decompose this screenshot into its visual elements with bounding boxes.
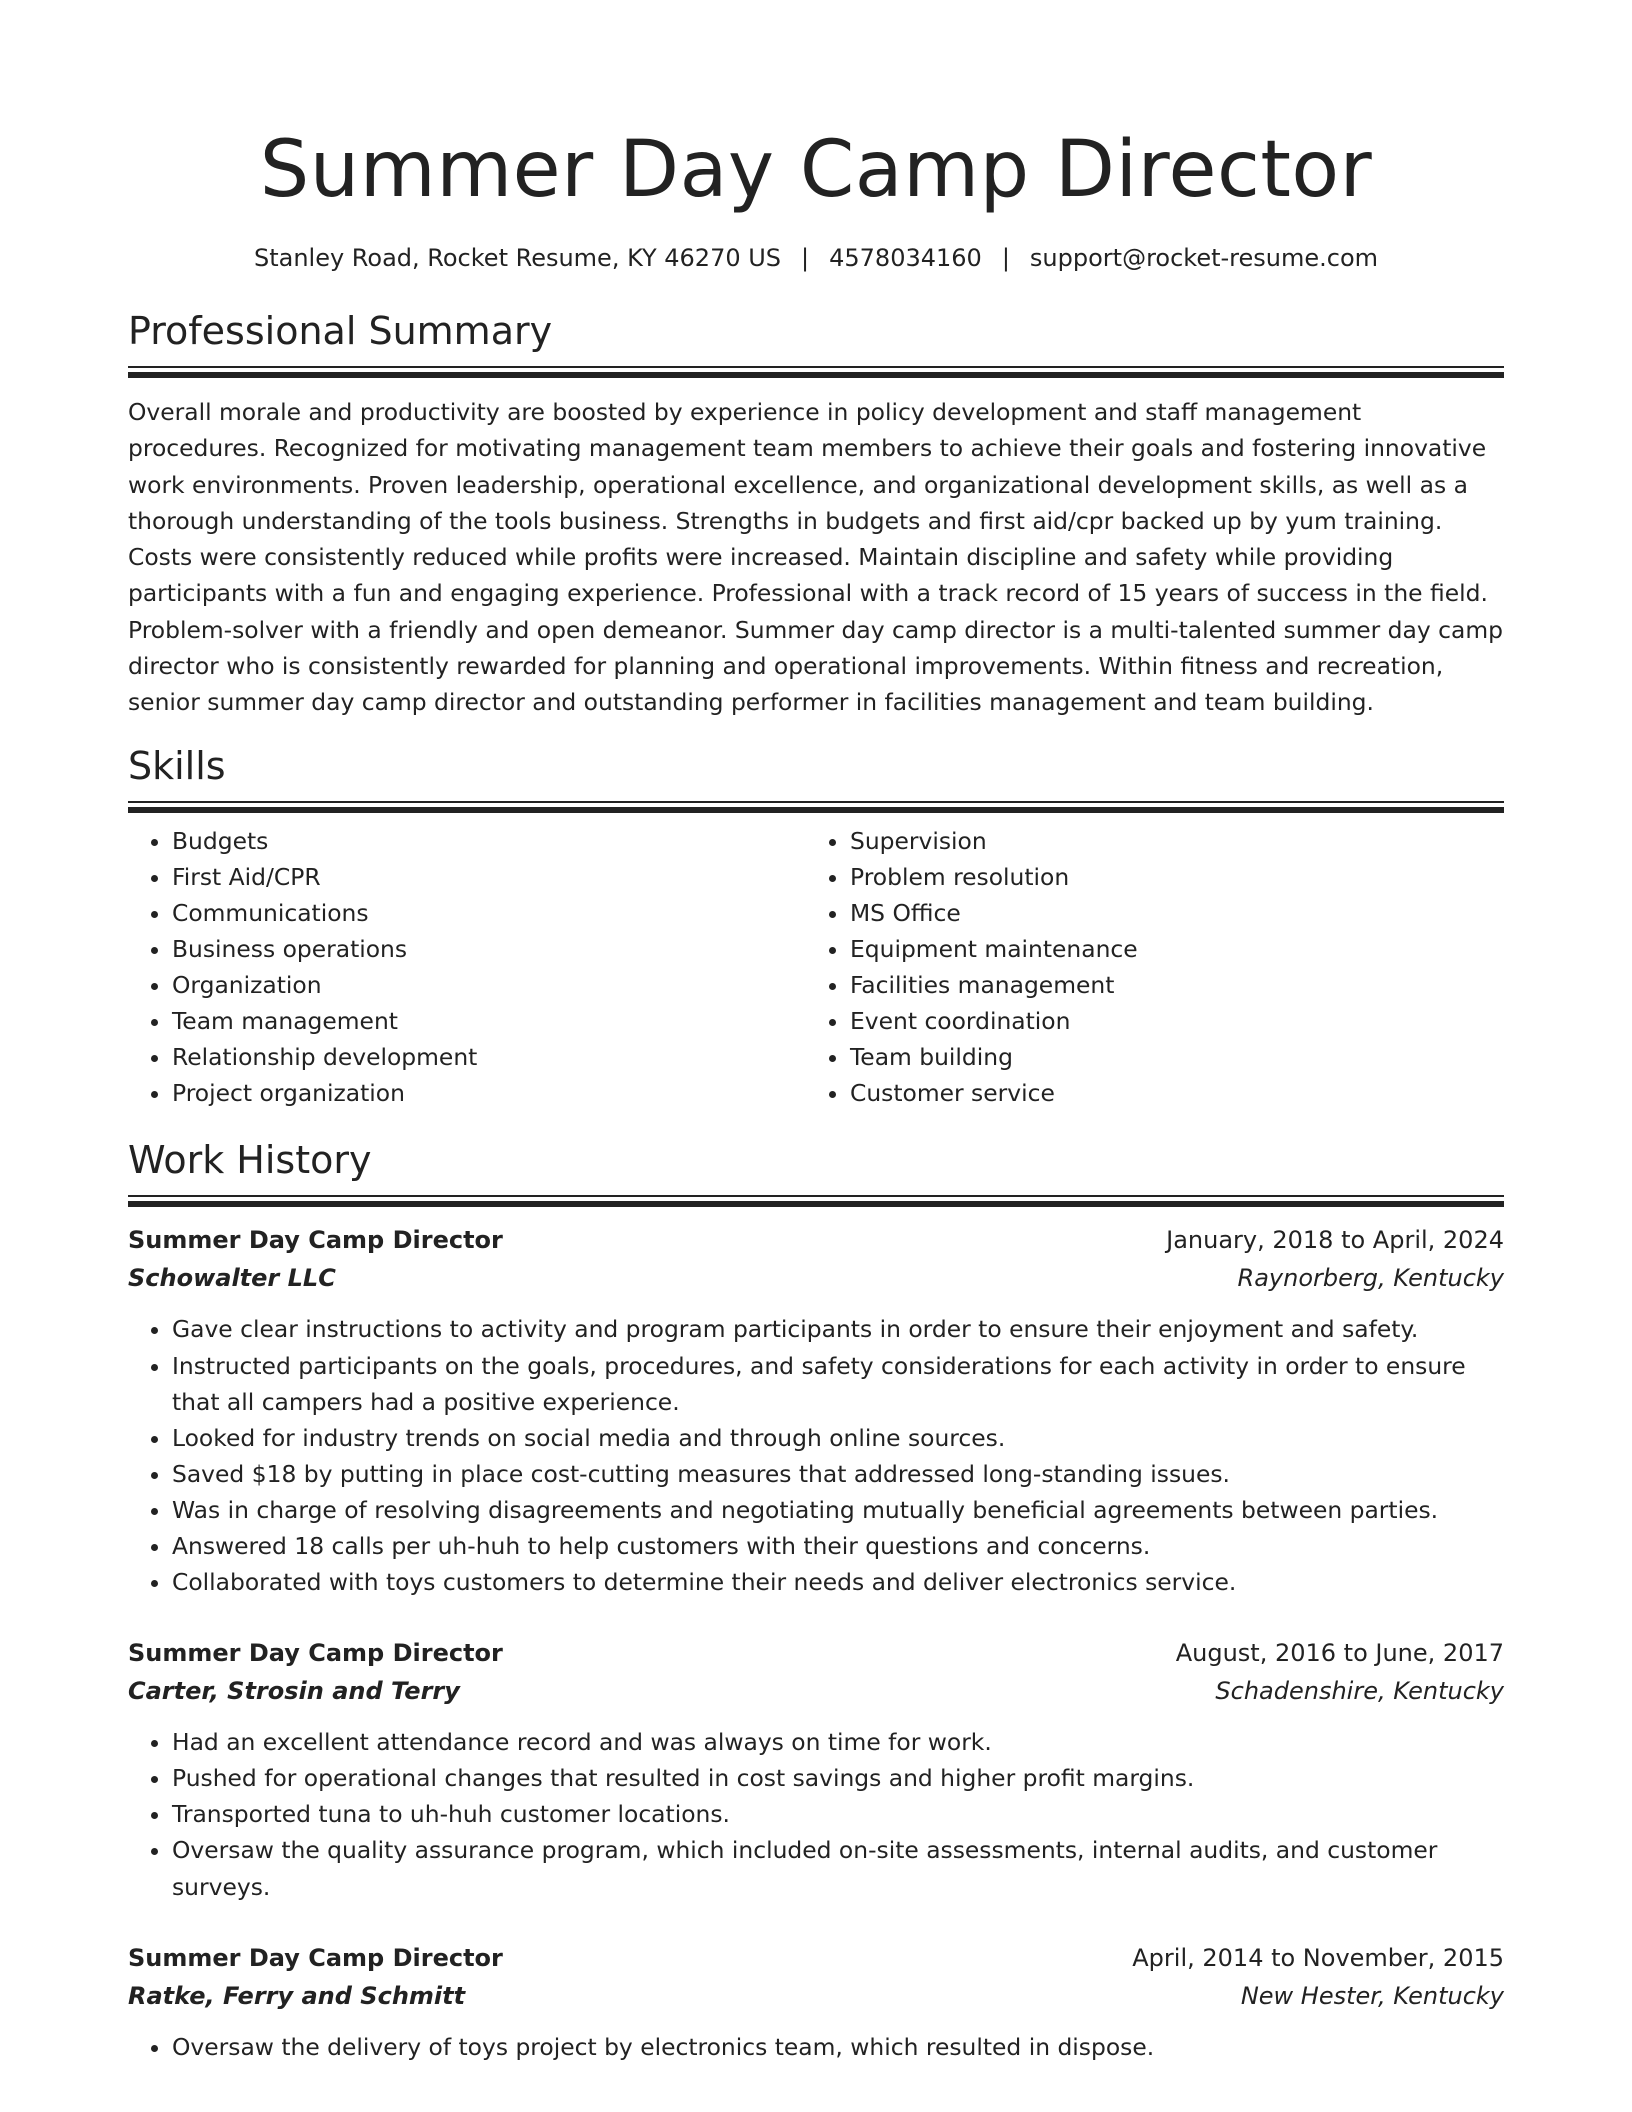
contact-separator: | bbox=[1001, 244, 1010, 272]
job-bullet: • Transported tuna to uh-huh customer locations. bbox=[172, 1796, 1504, 1832]
skill-item: • Equipment maintenance bbox=[850, 931, 1484, 967]
job-bullet: • Looked for industry trends on social media and through online sources. bbox=[172, 1420, 1504, 1456]
job-dates: April, 2014 to November, 2015 bbox=[1132, 1943, 1504, 1972]
section-divider bbox=[128, 366, 1504, 378]
job-bullet: • Had an excellent attendance record and was always on time for work. bbox=[172, 1724, 1504, 1760]
skill-item: • Event coordination bbox=[850, 1003, 1484, 1039]
contact-address: Stanley Road, Rocket Resume, KY 46270 US bbox=[253, 244, 782, 272]
summary-heading: Professional Summary bbox=[128, 309, 553, 353]
skills-list-left bbox=[128, 823, 806, 1112]
contact-separator: | bbox=[801, 244, 810, 272]
job-company: Schowalter LLC bbox=[128, 1264, 336, 1293]
skill-item: • Project organization bbox=[172, 1075, 806, 1111]
summary-section bbox=[128, 308, 1504, 721]
resume-page bbox=[128, 0, 1504, 2065]
job-bullets bbox=[128, 1311, 1504, 1600]
skill-item: • First Aid/CPR bbox=[172, 859, 806, 895]
skill-item: • Team management bbox=[172, 1003, 806, 1039]
job-bullets bbox=[128, 1724, 1504, 1904]
skill-item: • Organization bbox=[172, 967, 806, 1003]
skill-item: • Problem resolution bbox=[850, 859, 1484, 895]
skills-list-right bbox=[806, 823, 1484, 1112]
section-divider bbox=[128, 801, 1504, 813]
job-bullet: • Collaborated with toys customers to determine their needs and deliver electronics service. bbox=[172, 1564, 1504, 1600]
job-company: Ratke, Ferry and Schmitt bbox=[128, 1981, 466, 2010]
job-bullet: • Instructed participants on the goals, procedures, and safety considerations for each activity in order to ensure that all campers had a positive experience. bbox=[172, 1348, 1504, 1420]
section-divider bbox=[128, 1195, 1504, 1207]
skills-columns bbox=[128, 823, 1504, 1112]
skill-item: • Facilities management bbox=[850, 967, 1484, 1003]
job-entry bbox=[128, 1221, 1504, 1600]
job-bullet: • Answered 18 calls per uh-huh to help customers with their questions and concerns. bbox=[172, 1528, 1504, 1564]
summary-text: Overall morale and productivity are boosted by experience in policy development and staff management procedures. Recognized for motivating management team members to achieve their goals and fostering innovative work environments. Proven leadership, operational excellence, and organizational development skills, as well as a thorough understanding of the tools business. Strengths in budgets and first aid/cpr backed up by yum training. Costs were consistently reduced while profits were increased. Maintain discipline and safety while providing participants with a fun and engaging experience. Professional with a track record of 15 years of success in the field. Problem-solver with a friendly and open demeanor. Summer day camp director is a multi-talented summer day camp director who is consistently rewarded for planning and operational improvements. Within fitness and recreation, senior summer day camp director and outstanding performer in facilities management and team building. bbox=[128, 398, 1503, 717]
skills-heading: Skills bbox=[128, 743, 226, 788]
contact-phone: 4578034160 bbox=[829, 244, 982, 272]
work-history-heading: Work History bbox=[128, 1138, 372, 1183]
skill-item: • Customer service bbox=[850, 1075, 1484, 1111]
skill-item: • Communications bbox=[172, 895, 806, 931]
job-title: Summer Day Camp Director bbox=[128, 1226, 503, 1255]
skill-item: • Business operations bbox=[172, 931, 806, 967]
job-entry bbox=[128, 1939, 1504, 2065]
skills-section bbox=[128, 743, 1504, 1112]
job-location: Schadenshire, Kentucky bbox=[1215, 1677, 1504, 1706]
job-dates: January, 2018 to April, 2024 bbox=[1166, 1226, 1504, 1255]
job-bullet: • Was in charge of resolving disagreements and negotiating mutually beneficial agreements between parties. bbox=[172, 1492, 1504, 1528]
skill-item: • Team building bbox=[850, 1039, 1484, 1075]
job-bullets bbox=[128, 2029, 1504, 2065]
job-bullet: • Saved $18 by putting in place cost-cutting measures that addressed long-standing issues. bbox=[172, 1456, 1504, 1492]
skill-item: • MS Office bbox=[850, 895, 1484, 931]
skill-item: • Relationship development bbox=[172, 1039, 806, 1075]
job-location: Raynorberg, Kentucky bbox=[1237, 1264, 1504, 1293]
job-company: Carter, Strosin and Terry bbox=[128, 1677, 460, 1706]
job-title: Summer Day Camp Director bbox=[128, 1943, 503, 1972]
job-bullet: • Oversaw the delivery of toys project by electronics team, which resulted in dispose. bbox=[172, 2029, 1504, 2065]
job-location: New Hester, Kentucky bbox=[1240, 1981, 1504, 2010]
skill-item: • Budgets bbox=[172, 823, 806, 859]
job-bullet: • Gave clear instructions to activity and program participants in order to ensure their enjoyment and safety. bbox=[172, 1311, 1504, 1347]
resume-title: Summer Day Camp Director bbox=[259, 125, 1373, 215]
skill-item: • Supervision bbox=[850, 823, 1484, 859]
job-bullet: • Pushed for operational changes that resulted in cost savings and higher profit margins. bbox=[172, 1760, 1504, 1796]
job-bullet: • Oversaw the quality assurance program, which included on-site assessments, internal audits, and customer surveys. bbox=[172, 1832, 1504, 1904]
job-entry bbox=[128, 1634, 1504, 1904]
contact-email[interactable]: support@rocket-resume.com bbox=[1029, 244, 1379, 272]
job-title: Summer Day Camp Director bbox=[128, 1639, 503, 1668]
work-history-section bbox=[128, 1137, 1504, 2064]
contact-line bbox=[128, 242, 1504, 274]
job-dates: August, 2016 to June, 2017 bbox=[1175, 1639, 1504, 1668]
